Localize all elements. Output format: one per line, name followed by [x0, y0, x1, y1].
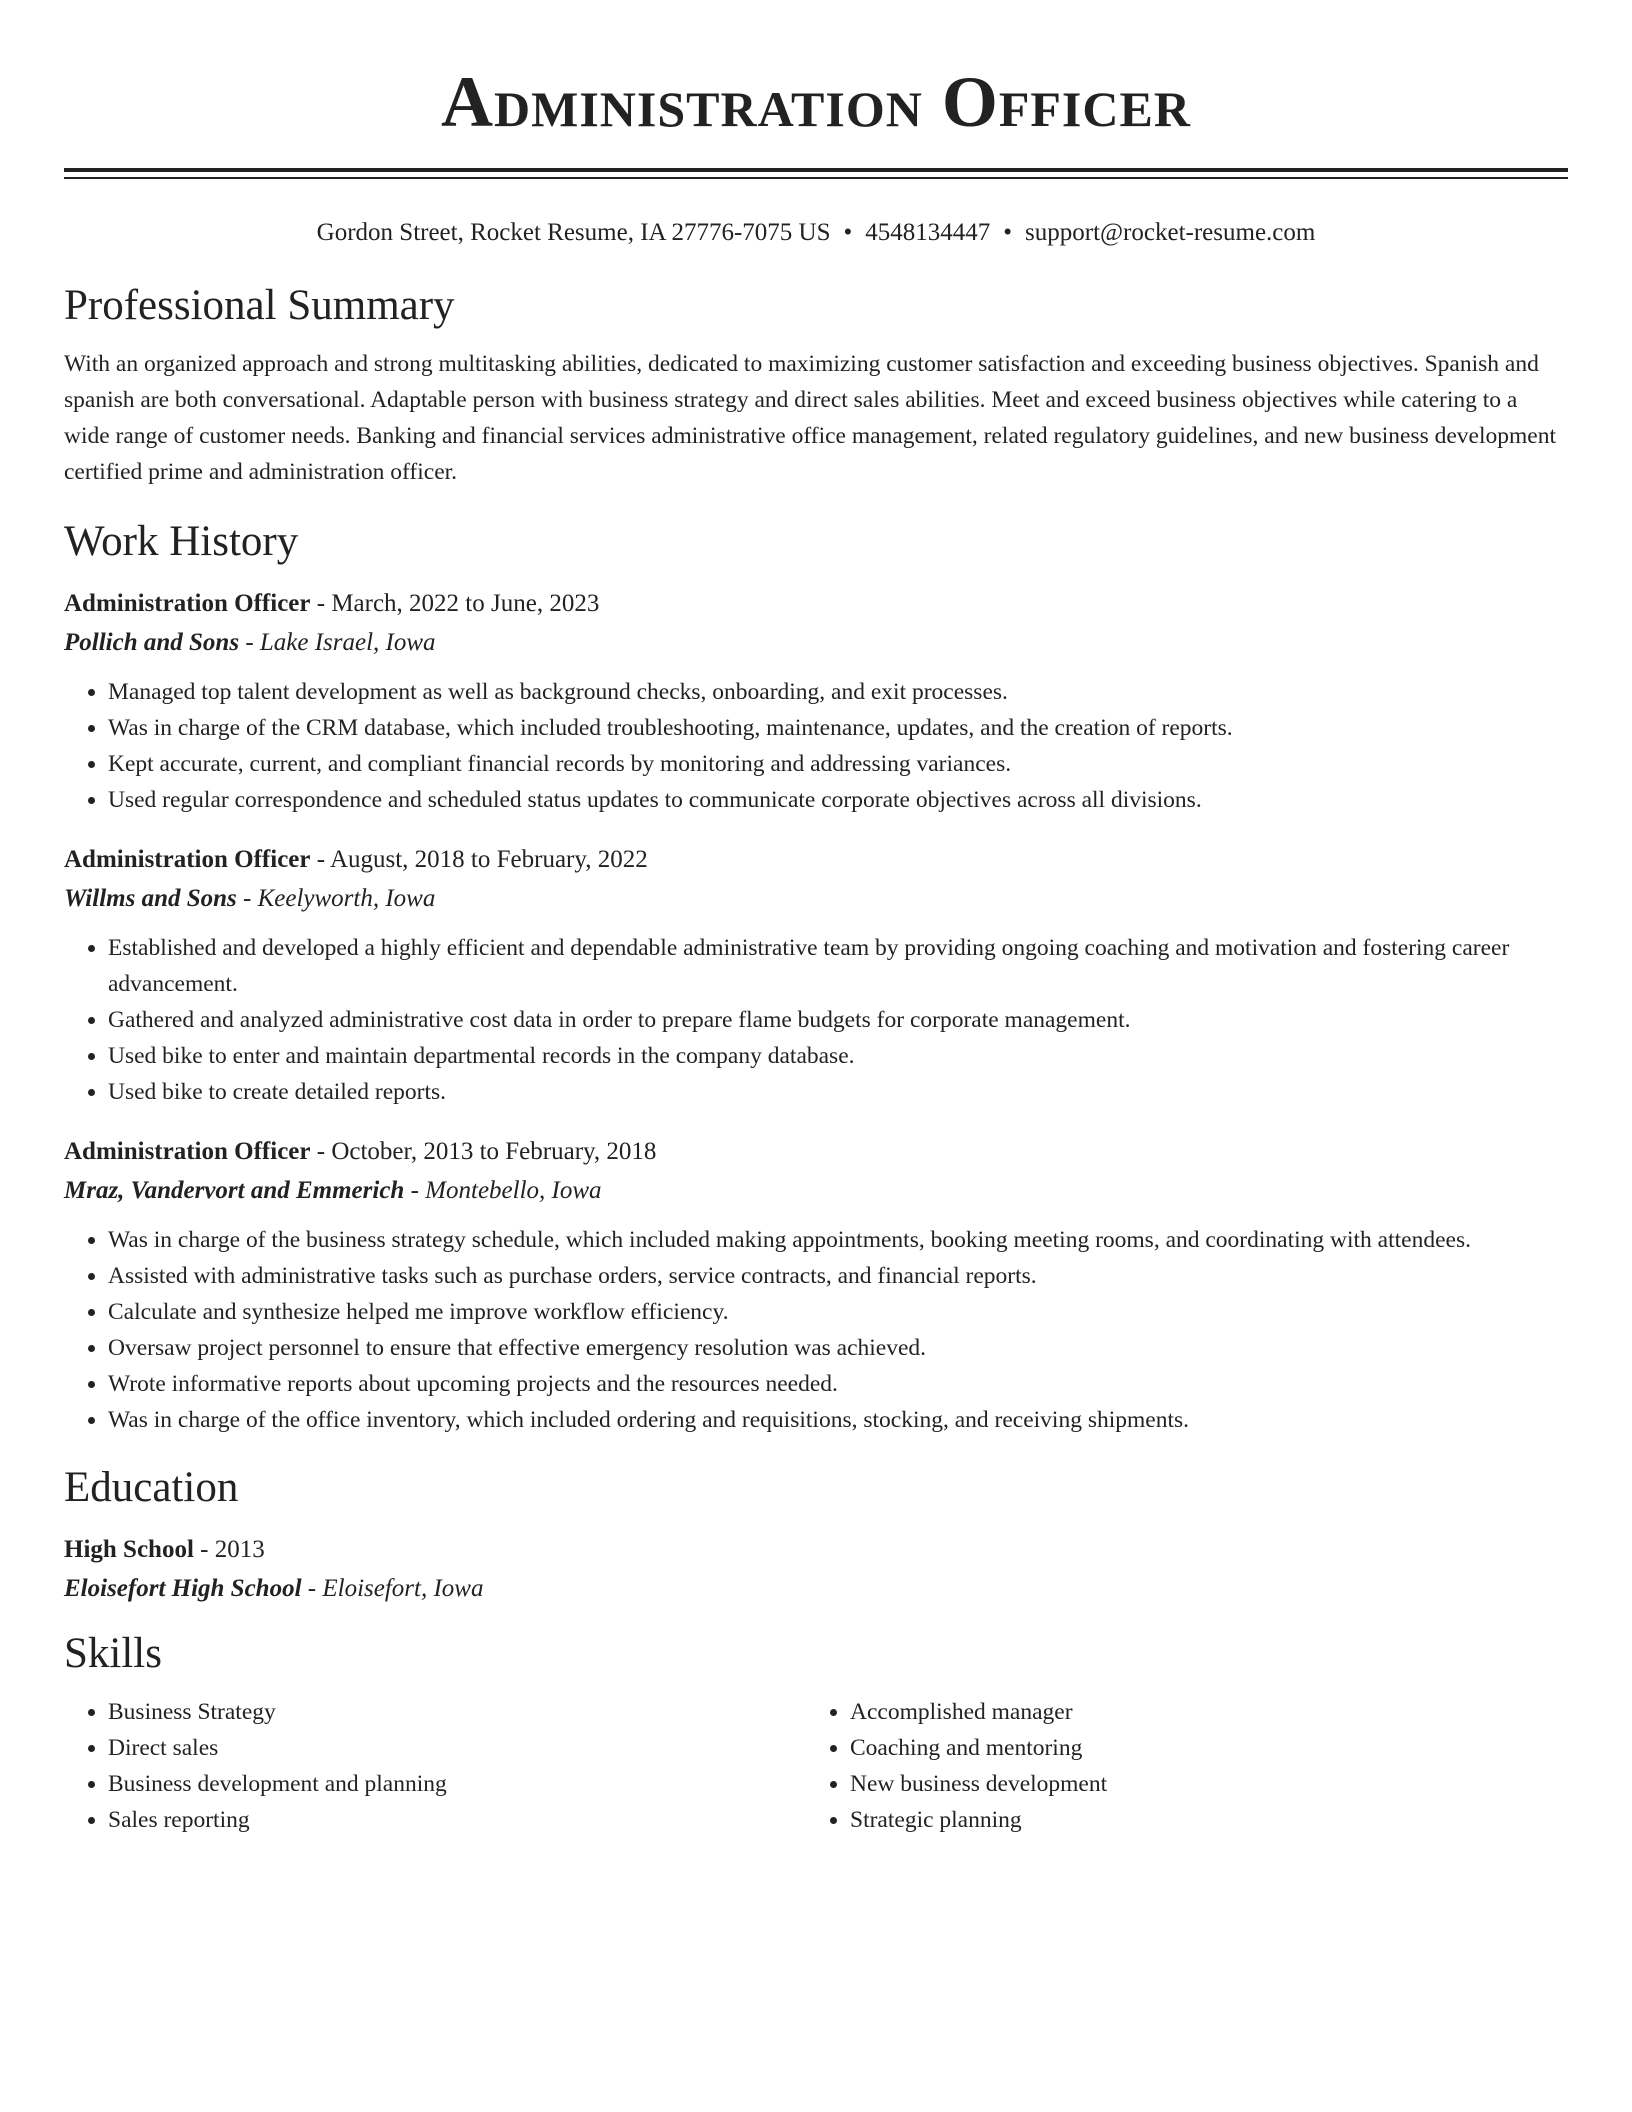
job-bullet: • Managed top talent development as well as background checks, onboarding, and exit processes.	[108, 674, 1568, 710]
job-bullet: • Used bike to create detailed reports.	[108, 1074, 1568, 1110]
skill-item: • Strategic planning	[850, 1802, 1548, 1838]
education-dash: -	[193, 1536, 215, 1563]
job-bullet: • Was in charge of the CRM database, which included troubleshooting, maintenance, updates, and the creation of reports.	[108, 710, 1568, 746]
job-dates: August, 2018 to February, 2022	[329, 846, 648, 873]
work-history-heading: Work History	[64, 518, 299, 565]
education-degree: High School	[64, 1536, 194, 1563]
education-dash: -	[301, 1575, 323, 1602]
education-entry	[64, 1530, 1568, 1608]
job-bullets	[64, 674, 1568, 818]
job-entry	[64, 840, 1568, 1110]
job-entry	[64, 584, 1568, 818]
employer-dash: -	[404, 1177, 426, 1204]
skill-item: • New business development	[850, 1766, 1548, 1802]
education-school-line	[64, 1569, 1568, 1608]
skill-item: • Accomplished manager	[850, 1694, 1548, 1730]
employer-name: Mraz, Vandervort and Emmerich	[64, 1177, 405, 1204]
skills-column-left	[64, 1694, 806, 1838]
job-bullet: • Calculate and synthesize helped me improve workflow efficiency.	[108, 1294, 1568, 1330]
employer-line	[64, 623, 1568, 662]
resume-title: Administration Officer	[441, 62, 1191, 142]
job-bullet: • Used bike to enter and maintain departmental records in the company database.	[108, 1038, 1568, 1074]
job-bullet: • Kept accurate, current, and compliant financial records by monitoring and addressing variances.	[108, 746, 1568, 782]
contact-email: support@rocket-resume.com	[1025, 219, 1316, 246]
job-bullets	[64, 1222, 1568, 1438]
job-bullet: • Wrote informative reports about upcoming projects and the resources needed.	[108, 1366, 1568, 1402]
job-title: Administration Officer	[64, 846, 311, 873]
skills-grid	[64, 1694, 1568, 1838]
job-title: Administration Officer	[64, 1138, 311, 1165]
title-rule-thick	[64, 168, 1568, 172]
job-bullet: • Established and developed a highly efficient and dependable administrative team by providing ongoing coaching and motivation and fostering career advancement.	[108, 930, 1568, 1002]
job-bullet: • Assisted with administrative tasks such as purchase orders, service contracts, and financial reports.	[108, 1258, 1568, 1294]
job-bullet: • Was in charge of the business strategy schedule, which included making appointments, booking meeting rooms, and coordinating with attendees.	[108, 1222, 1568, 1258]
title-rule-thin	[64, 177, 1568, 179]
skills-list	[64, 1694, 806, 1838]
summary-text: With an organized approach and strong multitasking abilities, dedicated to maximizing customer satisfaction and exceeding business objectives. Spanish and spanish are both conversational. Adaptable person with business strategy and direct sales abilities. Meet and exceed business objectives while catering to a wide range of customer needs. Banking and financial services administrative office management, related regulatory guidelines, and new business development certified prime and administration officer.	[64, 351, 1556, 485]
contact-separator: •	[1003, 219, 1013, 246]
education-heading: Education	[64, 1464, 239, 1511]
education-degree-line	[64, 1530, 1568, 1569]
job-title-line	[64, 1132, 1568, 1171]
education-location: Eloisefort, Iowa	[322, 1575, 484, 1602]
employer-location: Lake Israel, Iowa	[259, 629, 436, 656]
skill-item: • Coaching and mentoring	[850, 1730, 1548, 1766]
skills-heading: Skills	[64, 1630, 162, 1677]
job-bullet: • Gathered and analyzed administrative cost data in order to prepare flame budgets for corporate management.	[108, 1002, 1568, 1038]
employer-dash: -	[236, 885, 258, 912]
summary-heading: Professional Summary	[64, 282, 455, 329]
employer-location: Keelyworth, Iowa	[257, 885, 436, 912]
job-dash: -	[310, 1138, 332, 1165]
contact-address: Gordon Street, Rocket Resume, IA 27776-7075 US	[316, 219, 831, 246]
skill-item: • Sales reporting	[108, 1802, 806, 1838]
education-year: 2013	[214, 1536, 265, 1563]
job-entry	[64, 1132, 1568, 1438]
skills-list	[806, 1694, 1548, 1838]
resume-page	[64, 0, 1568, 1838]
job-dash: -	[310, 846, 330, 873]
employer-dash: -	[239, 629, 260, 656]
job-dash: -	[310, 590, 332, 617]
job-dates: March, 2022 to June, 2023	[331, 590, 600, 617]
contact-line	[64, 216, 1568, 250]
contact-separator: •	[843, 219, 853, 246]
job-title-line	[64, 840, 1568, 879]
job-title: Administration Officer	[64, 590, 311, 617]
employer-name: Pollich and Sons	[64, 629, 240, 656]
skill-item: • Business Strategy	[108, 1694, 806, 1730]
employer-name: Willms and Sons	[64, 885, 237, 912]
contact-phone: 4548134447	[865, 219, 991, 246]
job-bullets	[64, 930, 1568, 1110]
employer-location: Montebello, Iowa	[425, 1177, 602, 1204]
education-school: Eloisefort High School	[64, 1575, 302, 1602]
employer-line	[64, 1171, 1568, 1210]
employer-line	[64, 879, 1568, 918]
skill-item: • Business development and planning	[108, 1766, 806, 1802]
skills-column-right	[806, 1694, 1548, 1838]
job-bullet: • Was in charge of the office inventory, which included ordering and requisitions, stocking, and receiving shipments.	[108, 1402, 1568, 1438]
job-dates: October, 2013 to February, 2018	[331, 1138, 657, 1165]
job-bullet: • Oversaw project personnel to ensure that effective emergency resolution was achieved.	[108, 1330, 1568, 1366]
job-bullet: • Used regular correspondence and scheduled status updates to communicate corporate objectives across all divisions.	[108, 782, 1568, 818]
job-title-line	[64, 584, 1568, 623]
skill-item: • Direct sales	[108, 1730, 806, 1766]
